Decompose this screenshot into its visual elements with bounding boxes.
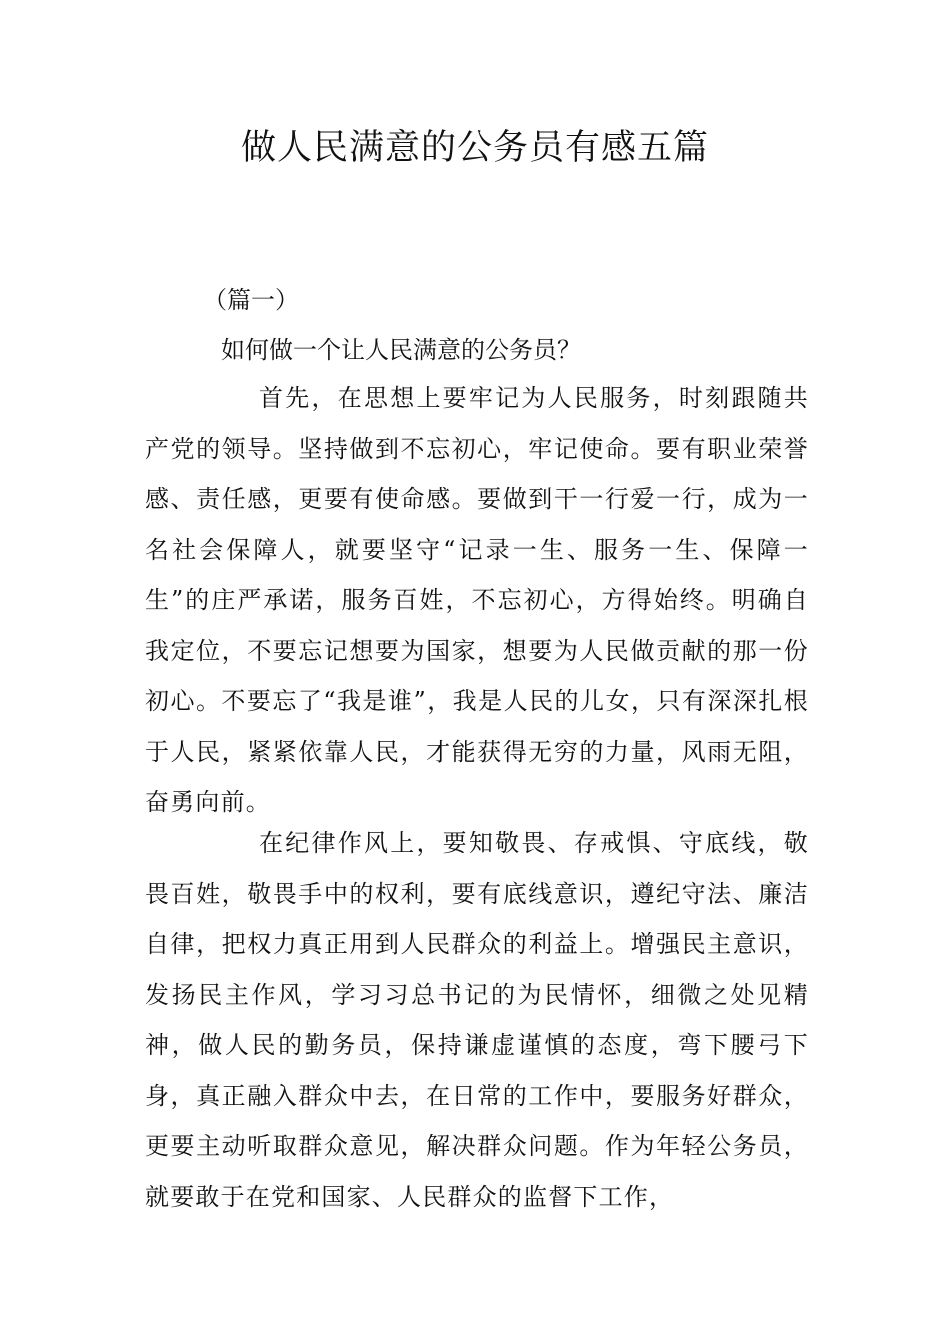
section-label: （篇一） (203, 286, 299, 314)
paragraph-1: 首先，在思想上要牢记为人民服务，时刻跟随共产党的领导。坚持做到不忘初心，牢记使命。要有职业荣誉感、责任感，更要有使命感。要做到干一行爱一行，成为一名社会保障人，就要坚守“记录一生、服务一生、保障一生”的庄严承诺，服务百姓，不忘初心，方得始终。明确自我定位，不要忘记想要为国家，想要为人民做贡献的那一份初心。不要忘了“我是谁”，我是人民的儿女，只有深深扎根于人民，紧紧依靠人民，才能获得无穷的力量，风雨无阻，奋勇向前。 (145, 384, 809, 816)
paragraph-2: 在纪律作风上，要知敬畏、存戒惧、守底线，敬畏百姓，敬畏手中的权利，要有底线意识，遵纪守法、廉洁自律，把权力真正用到人民群众的利益上。增强民主意识，发扬民主作风，学习习总书记的为民情怀，细微之处见精神，做人民的勤务员，保持谦虚谨慎的态度，弯下腰弓下身，真正融入群众中去，在日常的工作中，要服务好群众，更要主动听取群众意见，解决群众问题。作为年轻公务员，就要敢于在党和国家、人民群众的监督下工作， (145, 829, 809, 1211)
question-heading: 如何做一个让人民满意的公务员？ (221, 336, 581, 364)
document-title: 做人民满意的公务员有感五篇 (240, 128, 709, 168)
